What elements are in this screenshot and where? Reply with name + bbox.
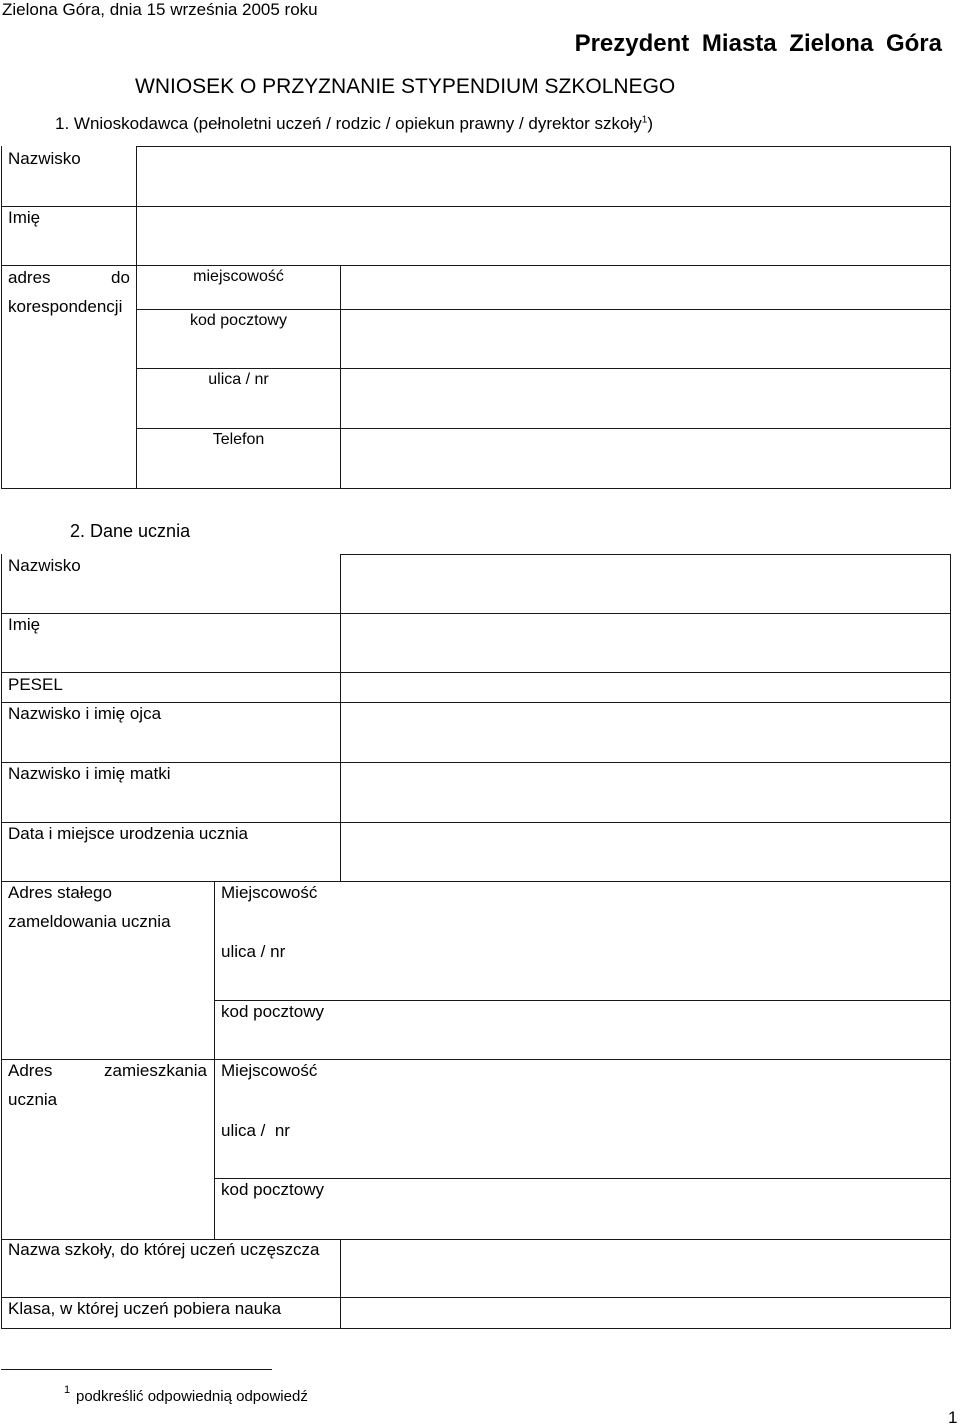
registered-postcode-field[interactable] bbox=[342, 1002, 949, 1058]
table1-row-divider bbox=[136, 428, 951, 429]
school-name-label: Nazwa szkoły, do której uczeń uczęszcza bbox=[8, 1240, 320, 1259]
residence-postcode-label: kod pocztowy bbox=[221, 1180, 324, 1199]
table2-row-divider bbox=[214, 1178, 951, 1179]
registered-city-field[interactable] bbox=[342, 883, 949, 941]
student-firstname-label: Imię bbox=[8, 615, 41, 634]
applicant-surname-field[interactable] bbox=[138, 148, 949, 205]
applicant-surname-label: Nazwisko bbox=[8, 149, 81, 168]
table2-col-divider bbox=[340, 554, 341, 882]
table1-border-left bbox=[1, 146, 2, 489]
address-label-word: adres bbox=[8, 268, 51, 287]
address-label-korespondencji: korespondencji bbox=[8, 297, 123, 316]
table1-row-divider bbox=[1, 206, 951, 207]
applicant-postcode-field[interactable] bbox=[342, 311, 949, 367]
footnote-separator bbox=[1, 1369, 272, 1370]
residence-city-label: Miejscowość bbox=[221, 1061, 318, 1080]
table2-border-left bbox=[1, 554, 2, 1329]
residence-address-label-line2: ucznia bbox=[8, 1090, 58, 1109]
applicant-firstname-field[interactable] bbox=[138, 208, 949, 264]
mother-name-label: Nazwisko i imię matki bbox=[8, 764, 171, 783]
table1-border-top bbox=[136, 146, 951, 147]
table2-border-top bbox=[340, 554, 951, 555]
table2-border-bottom bbox=[1, 1328, 951, 1329]
footnote-text: podkreślić odpowiednią odpowiedź bbox=[76, 1388, 308, 1405]
table1-border-right bbox=[950, 146, 951, 489]
applicant-street-field[interactable] bbox=[342, 370, 949, 427]
student-surname-label: Nazwisko bbox=[8, 556, 81, 575]
table2-row-divider bbox=[1, 1297, 951, 1298]
residence-address-label-word2: zamieszkania bbox=[104, 1061, 207, 1080]
section1-heading bbox=[55, 114, 653, 134]
registered-postcode-label: kod pocztowy bbox=[221, 1002, 324, 1021]
father-name-field[interactable] bbox=[342, 704, 949, 761]
table1-border-bottom bbox=[1, 488, 951, 489]
applicant-phone-field[interactable] bbox=[342, 430, 949, 487]
table2-row-divider bbox=[1, 613, 951, 614]
section1-heading-close: ) bbox=[647, 114, 654, 133]
registered-address-label-line2: zameldowania ucznia bbox=[8, 912, 171, 931]
section2-heading: 2. Dane ucznia bbox=[70, 521, 191, 541]
table2-row-divider bbox=[1, 672, 951, 673]
residence-street-field[interactable] bbox=[342, 1120, 949, 1177]
applicant-city-label: miejscowość bbox=[193, 268, 284, 285]
applicant-postcode-label: kod pocztowy bbox=[190, 312, 287, 329]
addressee: Prezydent Miasta Zielona Góra bbox=[574, 30, 942, 57]
class-field[interactable] bbox=[342, 1299, 949, 1327]
applicant-firstname-label: Imię bbox=[8, 208, 41, 227]
pesel-field[interactable] bbox=[342, 674, 949, 701]
page-number: 1 bbox=[948, 1408, 958, 1427]
father-name-label: Nazwisko i imię ojca bbox=[8, 704, 162, 723]
table2-row-divider bbox=[1, 762, 951, 763]
applicant-street-label: ulica / nr bbox=[208, 371, 269, 388]
student-firstname-field[interactable] bbox=[342, 615, 949, 671]
table2-row-divider bbox=[1, 702, 951, 703]
table1-row-divider bbox=[1, 265, 951, 266]
applicant-city-field[interactable] bbox=[342, 267, 949, 308]
address-label-do: do bbox=[111, 268, 130, 287]
table2-row-divider bbox=[214, 1000, 951, 1001]
table1-row-divider bbox=[136, 368, 951, 369]
registered-city-label: Miejscowość bbox=[221, 883, 318, 902]
table2-row-divider bbox=[1, 822, 951, 823]
class-label: Klasa, w której uczeń pobiera nauka bbox=[8, 1299, 282, 1318]
birth-date-place-field[interactable] bbox=[342, 824, 949, 880]
residence-address-label-word1: Adres bbox=[8, 1061, 53, 1080]
section1-heading-text: 1. Wnioskodawca (pełnoletni uczeń / rodzic / opiekun prawny / dyrektor szkoły bbox=[55, 114, 642, 133]
residence-postcode-field[interactable] bbox=[342, 1180, 949, 1238]
applicant-phone-label: Telefon bbox=[212, 431, 265, 448]
residence-street-label: ulica / nr bbox=[221, 1121, 290, 1140]
table2-row-divider bbox=[1, 881, 951, 882]
table2-border-right bbox=[950, 554, 951, 1329]
footnote-marker: 1 bbox=[64, 1384, 71, 1396]
table2-row-divider bbox=[1, 1059, 951, 1060]
registered-street-label: ulica / nr bbox=[221, 942, 286, 961]
school-name-field[interactable] bbox=[342, 1241, 949, 1296]
registered-street-field[interactable] bbox=[342, 942, 949, 999]
birth-date-place-label: Data i miejsce urodzenia ucznia bbox=[8, 824, 249, 843]
footnote-ref: 1 bbox=[641, 114, 648, 126]
residence-city-field[interactable] bbox=[342, 1061, 949, 1119]
table1-row-divider bbox=[136, 309, 951, 310]
table2-col-divider bbox=[340, 1239, 341, 1329]
registered-address-label-line1: Adres stałego bbox=[8, 883, 112, 902]
pesel-label: PESEL bbox=[8, 675, 63, 694]
form-title: WNIOSEK O PRZYZNANIE STYPENDIUM SZKOLNEGO bbox=[135, 75, 676, 98]
table2-address-col-divider bbox=[214, 881, 215, 1240]
mother-name-field[interactable] bbox=[342, 764, 949, 821]
place-date: Zielona Góra, dnia 15 września 2005 roku bbox=[2, 0, 318, 19]
student-surname-field[interactable] bbox=[342, 556, 949, 612]
